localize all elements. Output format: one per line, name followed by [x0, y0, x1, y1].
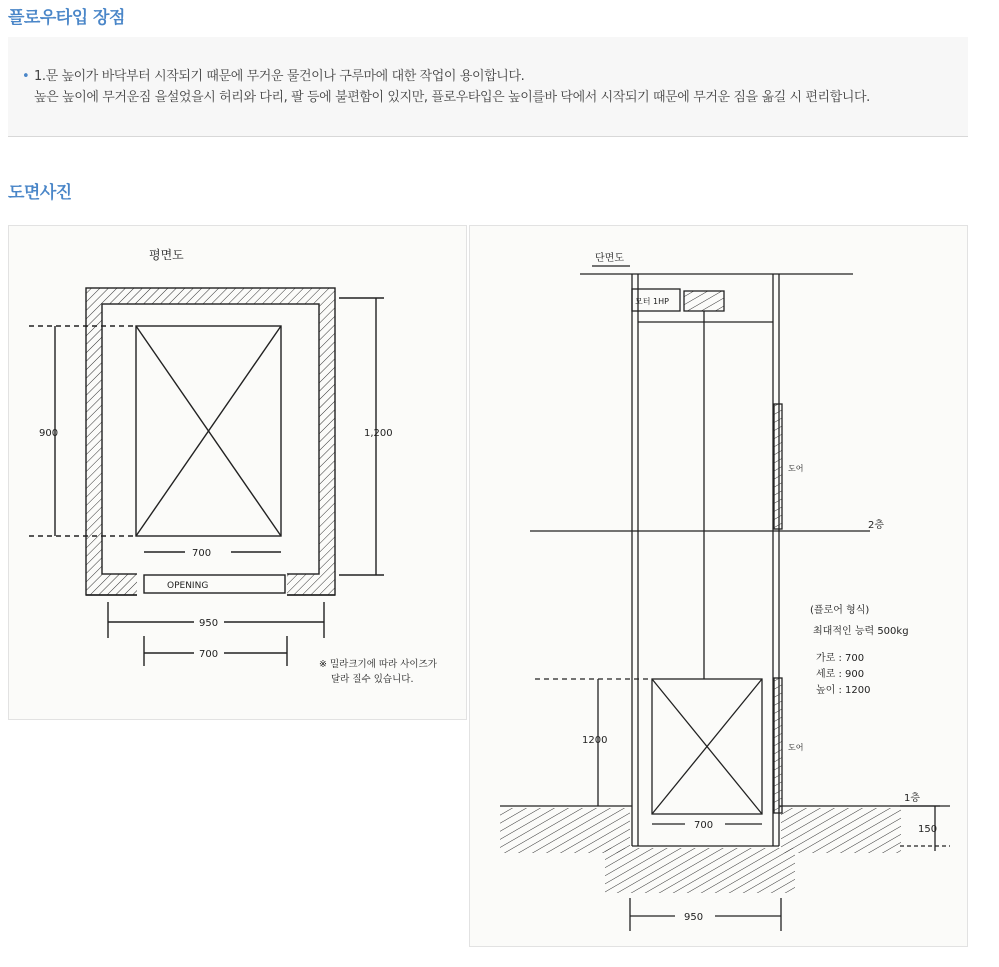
section-lower-door — [774, 678, 782, 813]
plan-dim-950: 950 — [199, 618, 219, 629]
section-pulley — [684, 291, 724, 311]
section-motor-label: 모터 1HP — [635, 297, 669, 306]
section-floor-1-label: 1층 — [904, 793, 921, 804]
section-spec-title: (플로어 형식) — [810, 605, 870, 616]
section-dim-150: 150 — [918, 824, 938, 835]
section-upper-door — [774, 404, 782, 529]
plan-dim-900: 900 — [39, 428, 59, 439]
section-door-lower-label: 도어 — [788, 743, 804, 752]
plan-dim-700-bottom: 700 — [199, 649, 219, 660]
list-item — [22, 66, 870, 108]
plan-note-line-1: ※ 밀라크기에 따라 사이즈가 — [319, 659, 437, 670]
advantage-line-2: 높은 높이에 무거운짐 을설었을시 허리와 다리, 팔 등에 불편함이 있지만, 플로우타입은 높이를바 닥에서 시작되기 때문에 무거운 짐을 옮길 시 편리합니다. — [34, 90, 870, 105]
bullet-icon: • — [22, 69, 30, 84]
plan-dim-1200: 1,200 — [364, 428, 393, 439]
section-spec-depth: 세로 : 900 — [816, 669, 865, 680]
plan-note-line-2: 달라 질수 있습니다. — [331, 674, 414, 685]
plan-drawing-svg — [9, 226, 468, 721]
section-dim-700: 700 — [694, 820, 714, 831]
section-title-advantages: 플로우타입 장점 — [8, 8, 125, 28]
plan-title: 평면도 — [149, 248, 184, 262]
section-title-drawings: 도면사진 — [8, 183, 72, 203]
section-spec-width: 가로 : 700 — [816, 653, 865, 664]
plan-opening-label: OPENING — [167, 581, 209, 591]
section-title: 단면도 — [595, 253, 624, 264]
plan-dim-700-inner: 700 — [192, 548, 212, 559]
plan-drawing-image[interactable] — [8, 225, 467, 720]
section-spec-height: 높이 : 1200 — [816, 685, 871, 696]
section-spec-capacity: 최대적인 능력 500kg — [813, 626, 909, 637]
section-drawing-svg — [470, 226, 969, 948]
section-drawing-image[interactable] — [469, 225, 968, 947]
advantage-line-1: 1.문 높이가 바닥부터 시작되기 때문에 무거운 물건이나 구루마에 대한 작업이 용이합니다. — [34, 69, 525, 84]
section-dim-950: 950 — [684, 912, 704, 923]
section-dim-1200: 1200 — [582, 735, 608, 746]
advantages-box — [8, 37, 968, 137]
section-door-upper-label: 도어 — [788, 464, 804, 473]
section-floor-2-label: 2층 — [868, 520, 885, 531]
